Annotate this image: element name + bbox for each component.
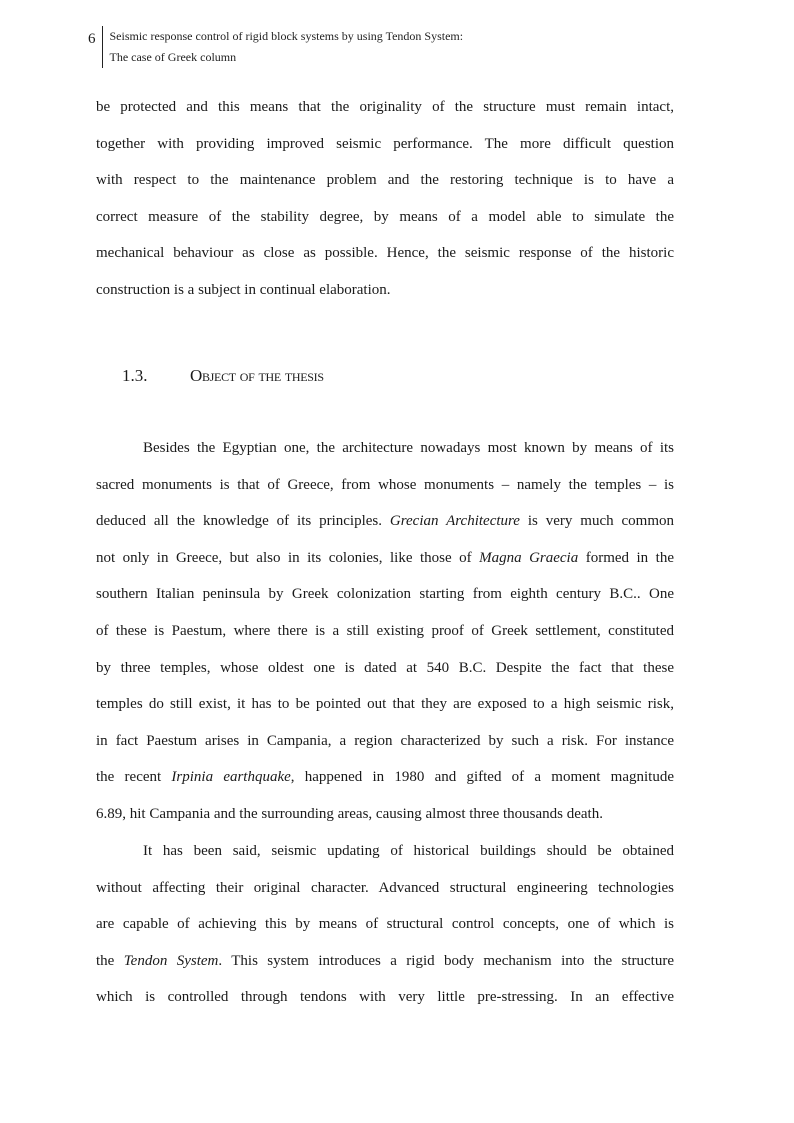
text-line: temples do still exist, it has to be pointed out that they are exposed to a high seismic risk, [96,696,674,713]
text-line: in fact Paestum arises in Campania, a region characterized by such a risk. For instance [96,732,674,749]
text-line: are capable of achieving this by means of structural control concepts, one of which is [96,916,674,933]
text-line: by three temples, whose oldest one is dated at 540 B.C. Despite the fact that these [96,659,674,676]
text-line: Besides the Egyptian one, the architecture nowadays most known by means of its [143,440,674,456]
text-line: mechanical behaviour as close as possible. Hence, the seismic response of the historic [96,245,674,262]
emphasis-irpinia-earthquake: Irpinia earthquake [171,769,291,786]
paragraph-greek-architecture [96,430,674,833]
text-line: of these is Paestum, where there is a still existing proof of Greek settlement, constituted [96,622,674,639]
text-line: deduced all the knowledge of its principles. Grecian Architecture is very much common [96,513,674,530]
emphasis-grecian-architecture: Grecian Architecture [389,513,520,530]
text-line: correct measure of the stability degree, by means of a model able to simulate the [96,208,674,225]
text-line: the Tendon System. This system introduces a rigid body mechanism into the structure [96,952,674,969]
text-line: without affecting their original character. Advanced structural engineering technologies [96,879,674,896]
running-title-line-2: The case of Greek column [109,50,237,64]
text-line: which is controlled through tendons with very little pre-stressing. In an effective [96,989,674,1006]
text-line: with respect to the maintenance problem and the restoring technique is to have a [96,172,674,189]
text-line: It has been said, seismic updating of historical buildings should be obtained [143,843,674,859]
text-line: together with providing improved seismic performance. The more difficult question [96,135,674,152]
page-number: 6 [88,31,96,47]
text-line: southern Italian peninsula by Greek colonization starting from eighth century B.C.. One [96,586,674,603]
running-title-line-1: Seismic response control of rigid block systems by using Tendon System: [109,29,464,43]
running-header [88,26,463,68]
text-line: be protected and this means that the originality of the structure must remain intact, [96,99,674,115]
section-number: 1.3. [122,366,148,385]
paragraph-tendon-system [96,833,674,1016]
text-line: construction is a subject in continual elaboration. [96,281,391,298]
section-heading [122,366,324,386]
text-line: the recent Irpinia earthquake, happened in 1980 and gifted of a moment magnitude [96,769,674,786]
running-title [110,26,464,68]
text-line: not only in Greece, but also in its colonies, like those of Magna Graecia formed in the [96,549,674,566]
paragraph-intro [96,89,674,309]
header-divider [102,26,103,68]
section-title: Object of the thesis [190,366,324,385]
text-line: 6.89, hit Campania and the surrounding areas, causing almost three thousands death. [96,805,603,822]
emphasis-tendon-system: Tendon System [123,952,219,969]
text-line: sacred monuments is that of Greece, from whose monuments – namely the temples – is [96,476,674,493]
emphasis-magna-graecia: Magna Graecia [479,549,579,566]
